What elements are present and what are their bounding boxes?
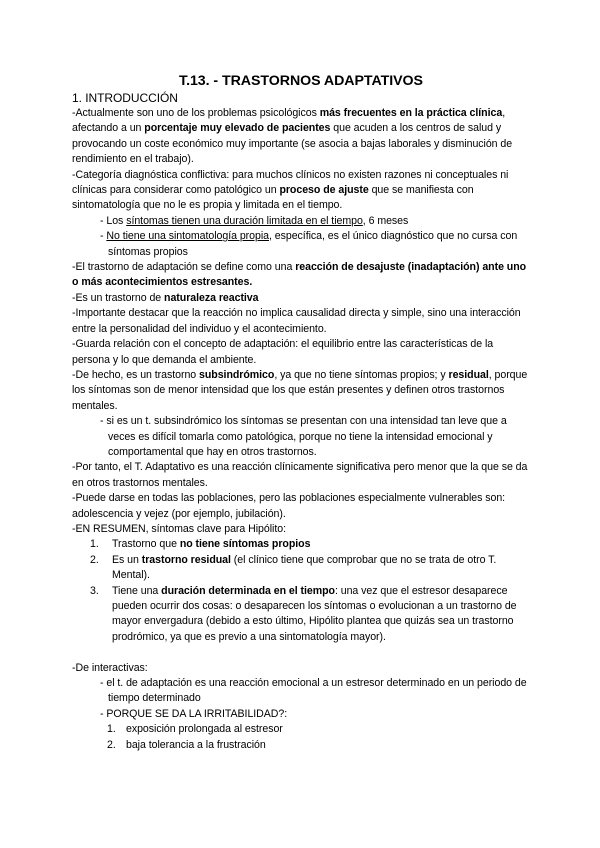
- bullet-subsyndromic-detail: - si es un t. subsindrómico los síntomas se presentan con una intensidad tan leve que a veces es difícil tomarla como patológica, porque no tiene la intensidad emocional y comportamental que hay en otros trastornos.: [100, 415, 507, 458]
- section-heading: 1. INTRODUCCIÓN: [72, 91, 178, 105]
- paragraph-adaptation-concept: -Guarda relación con el concepto de adaptación: el equilibrio entre las características de la persona y lo que demanda el ambiente.: [72, 338, 494, 366]
- bullet-no-own-symptoms: - No tiene una sintomatología propia, específica, es el único diagnóstico que no cursa con síntomas propios: [100, 230, 518, 258]
- list-item: 2. Es un trastorno residual (el clínico tiene que comprobar que no se trata de otro T. Mental).: [90, 553, 497, 582]
- bullet-emotional-reaction: - el t. de adaptación es una reacción emocional a un estresor determinado en un periodo de tiempo determinado: [100, 677, 527, 705]
- document-page: [72, 72, 530, 753]
- list-item: 1. exposición prolongada al estresor: [107, 723, 283, 736]
- list-item: 1. Trastorno que no tiene síntomas propios: [90, 538, 311, 551]
- paragraph-clinical-significance: -Por tanto, el T. Adaptativo es una reacción clínicamente significativa pero menor que la que se da en otros trastornos mentales.: [72, 461, 528, 489]
- paragraph-prevalence: -Actualmente son uno de los problemas psicológicos más frecuentes en la práctica clínica, afectando a un porcentaje muy elevado de pacientes que acuden a los centros de salud y provocando un coste económico muy importante (se asocia a bajas laborales y disminución de rendimiento en el trabajo).: [72, 107, 513, 166]
- list-item: 3. Tiene una duración determinada en el tiempo: una vez que el estresor desaparece pueden ocurrir dos cosas: o desaparecen los síntomas o evolucionan a un trastorno de mayor envergadura (debido a esto último, Hipólito plantea que quizás sea un trastorno prodrómico, ya que es previo a una sintomatología mayor).: [90, 584, 517, 643]
- paragraph-populations: -Puede darse en todas las poblaciones, pero las poblaciones especialmente vulnerables son: adolescencia y vejez (por ejemplo, jubilación).: [72, 492, 506, 520]
- list-item: 2. baja tolerancia a la frustración: [107, 738, 266, 751]
- key-symptoms-list: [72, 537, 530, 645]
- paragraph-causality: -Importante destacar que la reacción no implica causalidad directa y simple, sino una interacción entre la personalidad del individuo y el acontecimiento.: [72, 307, 521, 335]
- paragraph-interactive: -De interactivas:: [72, 661, 148, 674]
- bullet-irritability-question: - PORQUE SE DA LA IRRITABILIDAD?:: [100, 707, 288, 720]
- page-title: T.13. - TRASTORNOS ADAPTATIVOS: [179, 73, 423, 89]
- bullet-duration: - Los síntomas tienen una duración limitada en el tiempo, 6 meses: [100, 214, 409, 227]
- paragraph-summary: -EN RESUMEN, síntomas clave para Hipólito:: [72, 522, 286, 535]
- paragraph-reactive-nature: -Es un trastorno de naturaleza reactiva: [72, 291, 259, 304]
- spacer: [72, 645, 530, 660]
- paragraph-subsyndromic: -De hecho, es un trastorno subsindrómico, ya que no tiene síntomas propios; y residual, porque los síntomas son de menor intensidad que los que están presentes y definen otros trastornos mentales.: [72, 368, 528, 412]
- irritability-causes-list: [72, 722, 530, 753]
- paragraph-definition: -El trastorno de adaptación se define como una reacción de desajuste (inadaptación) ante uno o más acontecimientos estresantes.: [72, 261, 527, 289]
- paragraph-diagnostic-category: -Categoría diagnóstica conflictiva: para muchos clínicos no existen razones ni conceptuales ni clínicas para considerar como patológico un proceso de ajuste que se manifiesta con sintomatología que no le es propia y limitada en el tiempo.: [72, 168, 509, 212]
